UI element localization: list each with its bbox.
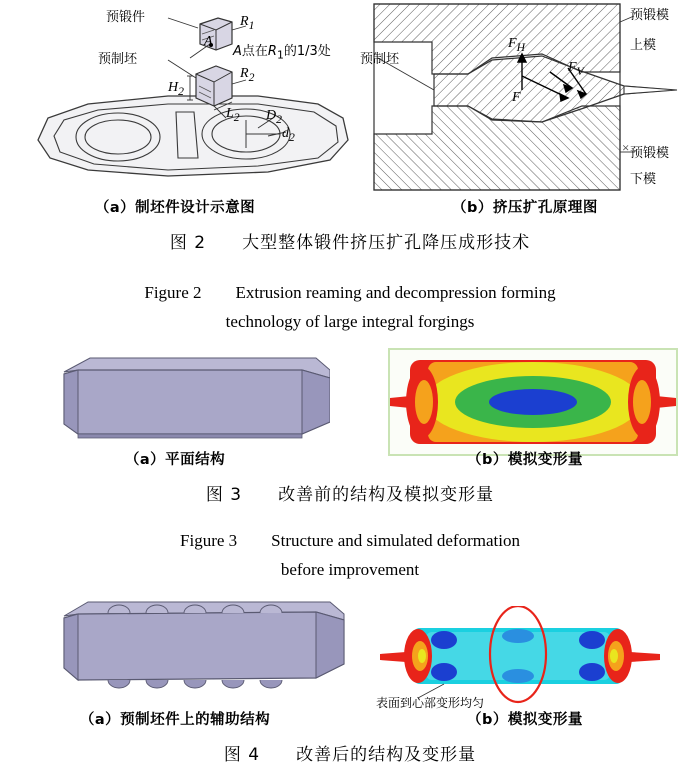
figure-3b-subcaption: （b）模拟变形量 — [467, 452, 583, 468]
figure-3a-subcaption: （a）平面结构 — [124, 452, 226, 468]
figure-2b-svg — [372, 2, 682, 192]
figure-2 — [0, 0, 700, 232]
label-point-a-note: A点在$R_1$的1/3处 — [233, 44, 331, 62]
figure-2-subcaptions — [0, 196, 700, 217]
label-h2: $H_2$ — [168, 80, 184, 98]
figure-3-subcaptions — [0, 448, 700, 469]
figure-2-en-caption-line2: technology of large integral forgings — [225, 312, 475, 331]
label-upper-die: 上模 — [630, 38, 657, 53]
label-preforging: 预锻件 — [106, 10, 146, 25]
label-point-a: A — [204, 34, 213, 49]
figure-2-en-caption-line1: Figure 2 Extrusion reaming and decompression forming — [144, 283, 556, 302]
label-force-f: F — [512, 90, 521, 105]
figure-2a-illustration — [18, 0, 358, 200]
figure-2a-subcaption: （a）制坯件设计示意图 — [94, 200, 256, 216]
figure-3-en-caption-line2: before improvement — [280, 560, 420, 579]
figure-3 — [0, 348, 700, 588]
label-r2: $R_2$ — [240, 66, 255, 84]
figure-4-annotation: 表面到心部变形均匀 — [376, 696, 485, 710]
figure-4-subcaptions — [0, 708, 700, 729]
figure-3-cn-caption: 图 3 改善前的结构及模拟变形量 — [205, 485, 495, 505]
figure-4a-block-illustration — [30, 594, 350, 704]
label-preform-billet: 预制坯 — [98, 52, 138, 67]
figure-4a-subcaption: （a）预制坯件上的辅助结构 — [79, 712, 271, 728]
label-force-fv: $F_V$ — [568, 60, 584, 78]
label-r1: $R_1$ — [240, 14, 255, 32]
label-d2-upper: $D_2$ — [266, 108, 282, 126]
label-preform-billet-b: 预制坯 — [360, 52, 400, 67]
figure-4b-simulation-image — [378, 606, 678, 706]
figure-3b-simulation-image — [388, 348, 678, 456]
figure-4 — [0, 590, 700, 783]
figure-2b-subcaption: （b）挤压扩孔原理图 — [452, 200, 598, 216]
figure-3a-block-illustration — [30, 352, 330, 452]
figure-3-en-caption-line1: Figure 3 Structure and simulated deformation — [180, 531, 520, 550]
label-d2-lower: $d_2$ — [282, 126, 295, 144]
label-force-fh: $F_H$ — [508, 36, 525, 54]
label-preforging-die-lower: 预锻模 — [630, 146, 670, 161]
figure-4-cn-caption: 图 4 改善后的结构及变形量 — [223, 745, 477, 765]
figure-2b-illustration — [360, 2, 682, 192]
figure-2-cn-caption: 图 2 大型整体锻件挤压扩孔降压成形技术 — [169, 233, 531, 253]
label-lower-die: 下模 — [630, 172, 657, 187]
figure-4b-subcaption: （b）模拟变形量 — [467, 712, 583, 728]
figure-2a-svg — [18, 0, 358, 205]
label-l2: $L_2$ — [226, 106, 240, 124]
svg-text:×: × — [622, 140, 630, 155]
label-preforging-die-upper: 预锻模 — [630, 8, 670, 23]
